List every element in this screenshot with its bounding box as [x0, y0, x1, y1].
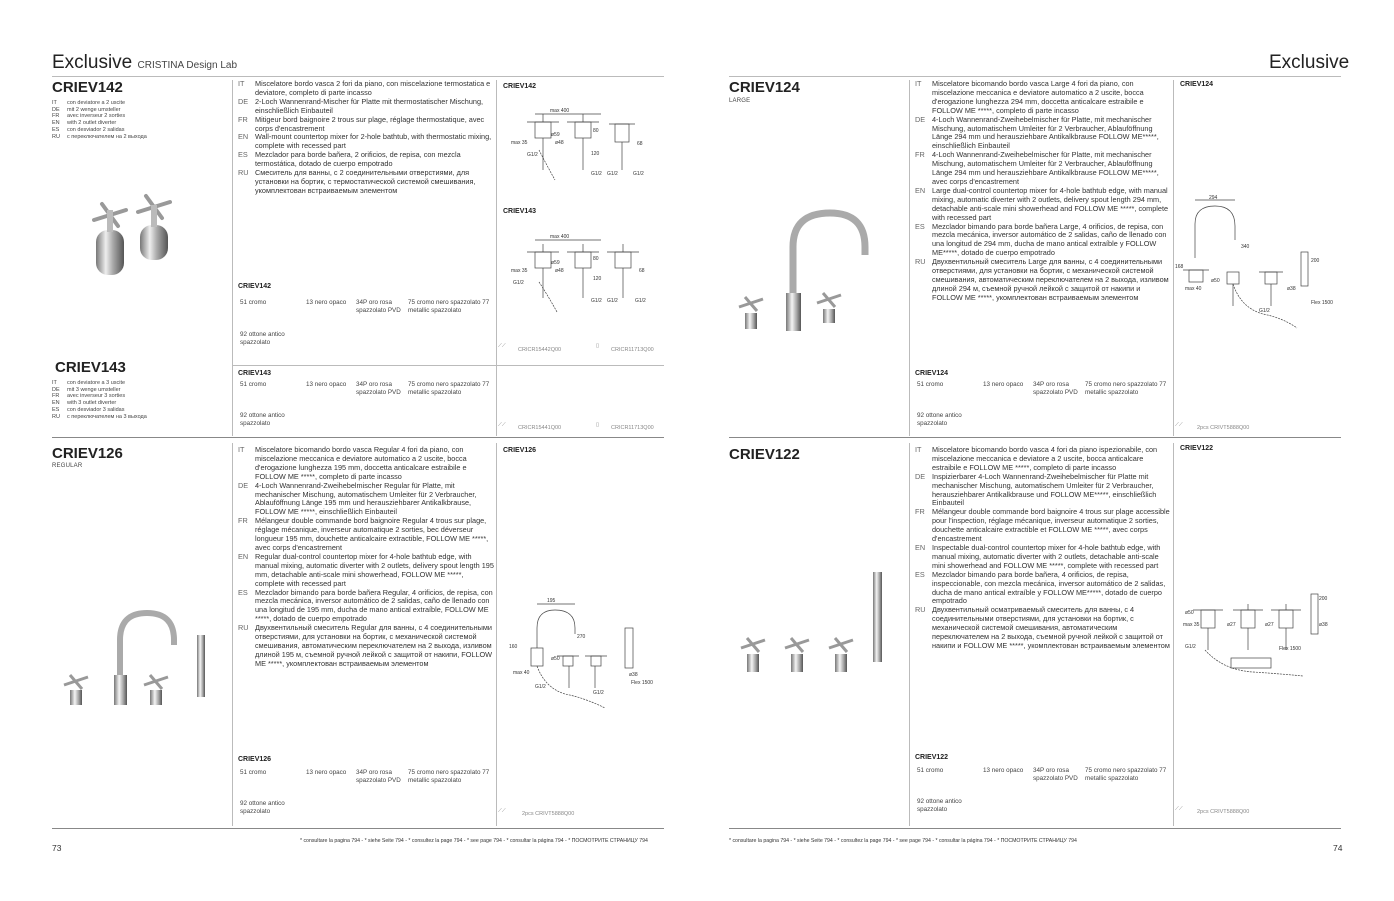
dimension-label: G1/2 — [535, 684, 546, 690]
dimension-label: 80 — [593, 256, 599, 262]
footer-rule — [729, 828, 1341, 829]
technical-drawing-criev122 — [1183, 590, 1333, 710]
finishes-title-criev142: CRIEV142 — [238, 283, 272, 290]
finish-option: 51 cromo — [240, 769, 267, 776]
description-criev124 — [915, 80, 1171, 303]
finish-option: 13 nero opaco — [306, 381, 347, 388]
column-divider — [496, 80, 497, 436]
finish-option: 75 cromo nero spazzolato 77 metallic spazzolato — [408, 299, 490, 314]
column-divider — [909, 80, 910, 436]
description-paragraph: ES Mezclador bimando para borde bañera Large, 4 orificios, de repisa, con mezcla mecánica, inversor automático de 2 salidas, caño de llenado con una longitud de 294 mm, ducha de mano antical extraíble y FOLLOW ME*****, dotado de cuerpo empotrado — [915, 221, 1167, 258]
footer-note: * consultare la pagina 794 - * siehe Seite 794 - * consultez la page 794 - * see page 794 - * consultar la página 794 - * ПОСМОТРИТЕ СТРАНИЦУ 794 — [729, 838, 1077, 844]
footer-rule — [52, 828, 664, 829]
dimension-label: G1/2 — [527, 152, 538, 158]
technical-drawing-criev126 — [505, 598, 655, 718]
finish-option: 34P oro rosa spazzolato PVD — [1033, 381, 1078, 396]
page-title — [52, 52, 237, 74]
description-criev122 — [915, 446, 1171, 651]
dimension-label: ø38 — [1319, 622, 1328, 628]
description-paragraph: DE 4-Loch Wannenrand-Zweihebelmischer für Platte, mit mechanischer Mischung, automatischem Umleiter für 2 Verbraucher, Ablauföffnung Länge 294 mm und herausziehbare Antikalkbrause FOLLOW ME*****, einschließlich Einbauteil — [915, 114, 1159, 151]
description-paragraph: FR 4-Loch Wannenrand-Zweihebelmischer für Platte, mit mechanischer Mischung, automatischem Umleiter für 2 Verbraucher, Ablauföffnung Länge 294 mm und herausziehbare Antikalkbrause FOLLOW ME*****, avec corps d'encastrement — [915, 150, 1159, 186]
dimension-label: 68 — [639, 268, 645, 274]
accessory-code: 2pcs CRIVT5888Q00 — [522, 811, 575, 817]
description-criev142 — [238, 80, 494, 196]
finishes-criev124 — [917, 381, 1171, 431]
dimension-label: 68 — [637, 141, 643, 147]
dimension-label: 200 — [1311, 258, 1320, 264]
page-number: 73 — [52, 843, 62, 853]
dimension-label: 294 — [1209, 195, 1218, 201]
description-paragraph: RU Двухвентильный осматриваемый смеситель для ванны, с 4 соединительными отверстиями, для установки на бортик, с механической системой смешивания, автоматическим переключателем на 2 выхода, съемной ручной лейкой с защитой от накипи и FOLLOW ME *****, укомплектован встраиваемым элементом — [915, 605, 1170, 650]
accessory-code: CRICR15442Q00 — [518, 347, 562, 353]
dimension-label: ø38 — [1287, 286, 1296, 292]
variant-row: EN with 2 outlet diverter — [52, 120, 117, 127]
dimension-label: 270 — [577, 634, 586, 640]
diagram-title-criev124: CRIEV124 — [1180, 81, 1214, 88]
accessory-icon: ▯ — [596, 343, 600, 349]
variant-row: RU с переключателем на 2 выхода — [52, 133, 147, 140]
dimension-label: max 400 — [550, 234, 570, 240]
technical-drawing-criev142 — [505, 100, 655, 190]
description-paragraph: IT Miscelatore bicomando bordo vasca Large 4 fori da piano, con miscelazione meccanica e deviatore automatico a 2 uscite, bocca d'erogazione lunghezza 294 mm, doccetta anticalcare estraibile e FOLLOW ME *****, completo di parte incasso — [915, 79, 1144, 115]
dimension-label: 200 — [1319, 596, 1328, 602]
description-paragraph: IT Miscelatore bicomando bordo vasca Regular 4 fori da piano, con miscelazione meccanica e deviatore automatico a 2 uscite, bocca d'erogazione lunghezza 195 mm, doccetta anticalcare estraibile e FOLLOW ME *****, completo di parte incasso — [238, 445, 467, 481]
finish-option: 75 cromo nero spazzolato 77 metallic spazzolato — [1085, 381, 1167, 396]
description-paragraph: DE 2-Loch Wannenrand-Mischer für Platte mit thermostatischer Mischung, einschließlich Einbauteil — [238, 96, 484, 115]
finishes-title-criev126: CRIEV126 — [238, 756, 272, 763]
product-code-criev126: CRIEV126 — [52, 445, 123, 462]
accessory-icon: ▯ — [596, 422, 600, 428]
finish-option: 92 ottone antico spazzolato — [917, 798, 962, 813]
description-paragraph: FR Mitigeur bord baignoire 2 trous sur plage, réglage thermostatique, avec corps d'encastrement — [238, 114, 485, 133]
description-paragraph: ES Mezclador bimando para borde bañera, 4 orificios, de repisa, inspeccionable, con mezcla mecánica, inversor automático de 2 salidas, ducha de mano antical extraíble y FOLLOW ME*****, dotado de cuerpo empotrado — [915, 569, 1166, 606]
dimension-label: ø50 — [1185, 610, 1194, 616]
dimension-label: 160 — [509, 644, 518, 650]
variant-list-criev143 — [52, 380, 147, 420]
header-rule — [52, 76, 664, 77]
variant-row: IT con deviatore a 3 uscite — [52, 380, 126, 386]
row-divider — [232, 365, 664, 366]
variant-row: DE mit 2 wenge umsteller — [52, 106, 121, 113]
dimension-label: G1/2 — [513, 280, 524, 286]
description-paragraph: EN Inspectable dual-control countertop mixer for 4-hole bathtub edge, with manual mixing, automatic diverter with 2 outlets, detachable anti-scale mini showerhead and FOLLOW ME *****, complete with recessed part — [915, 542, 1161, 570]
dimension-label: ø50 — [551, 656, 560, 662]
description-paragraph: ES Mezclador bimando para borde bañera Regular, 4 orificios, de repisa, con mezcla mecánica, inversor automático de 2 salidas, caño de llenado con una longitud de 195 mm, ducha de mano antical extraíble, FOLLOW ME *****, dotado de cuerpo empotrado — [238, 587, 493, 624]
diagram-title-criev122: CRIEV122 — [1180, 445, 1214, 452]
description-paragraph: RU Двухвентильный смеситель Large для ванны, с 4 соединительными отверстиями, для установки на бортик, с механической системой смешивания, автоматическим переключателем на 2 выхода, изливом длиной 294 м, съемной ручной лейкой с защитой от накипи и FOLLOW ME *****, укомплектован встраиваемым элементом — [915, 257, 1169, 302]
technical-drawing-criev143 — [505, 232, 655, 322]
variant-row: DE mit 3 wenge umsteller — [52, 386, 121, 393]
dimension-label: G1/2 — [593, 690, 604, 696]
product-code-criev124: CRIEV124 — [729, 79, 800, 96]
description-paragraph: RU Двухвентильный смеситель Regular для ванны, с 4 соединительными отверстиями, для установки на бортик, с механической системой смешивания, автоматическим переключателем на 2 выхода, изливом длиной 195 м, съемной ручной лейкой с защитой от накипи, FOLLOW ME *****, укомплектован встраиваемым элементом — [238, 623, 493, 668]
column-divider — [496, 443, 497, 826]
dimension-label: max 40 — [1185, 286, 1202, 292]
diagram-title-criev142: CRIEV142 — [503, 83, 537, 90]
finish-option: 92 ottone antico spazzolato — [240, 331, 285, 346]
diagram-title-criev126: CRIEV126 — [503, 447, 537, 454]
accessory-code: 2pcs CRIVT5888Q00 — [1197, 809, 1250, 815]
diagram-title-criev143: CRIEV143 — [503, 208, 537, 215]
section-divider — [729, 437, 1341, 438]
dimension-label: ø38 — [629, 672, 638, 678]
finishes-title-criev143: CRIEV143 — [238, 370, 272, 377]
section-divider — [52, 437, 664, 438]
dimension-label: G1/2 — [591, 171, 602, 177]
variant-row: IT con deviatore a 2 uscite — [52, 100, 126, 106]
variant-row: ES con desviador 3 salidas — [52, 406, 125, 413]
dimension-label: ø50 — [1211, 278, 1220, 284]
finish-option: 92 ottone antico spazzolato — [917, 412, 962, 427]
dimension-label: G1/2 — [635, 298, 646, 304]
column-divider — [232, 443, 233, 826]
finish-option: 75 cromo nero spazzolato 77 metallic spazzolato — [408, 769, 490, 784]
description-paragraph: EN Large dual-control countertop mixer for 4-hole bathtub edge, with manual mixing, automatic diverter with 2 outlets, delivery spout length 294 mm, detachable anti-scale mini showerhead and FOLLOW ME *****, complete with recessed part — [915, 185, 1169, 222]
dimension-label: 120 — [591, 151, 600, 157]
dimension-label: G1/2 — [1259, 308, 1270, 314]
dimension-label: 168 — [1175, 264, 1184, 270]
accessory-code: CRICR15441Q00 — [518, 425, 562, 431]
footer-note: * consultare la pagina 794 - * siehe Seite 794 - * consultez la page 794 - * see page 794 - * consultar la página 794 - * ПОСМОТРИТЕ СТРАНИЦУ 794 — [300, 838, 648, 844]
description-paragraph: ES Mezclador para borde bañera, 2 orificios, de repisa, con mezcla termostática, dotado de cuerpo empotrado — [238, 150, 461, 169]
product-code-criev122: CRIEV122 — [729, 446, 800, 463]
product-subtitle-criev126: REGULAR — [52, 463, 83, 469]
dimension-label: max 35 — [1183, 622, 1200, 628]
dimension-label: 195 — [547, 598, 556, 604]
description-paragraph: FR Mélangeur double commande bord baignoire Regular 4 trous sur plage, réglage mécanique, inverseur automatique 2 sorties, bec déverseur longueur 195 mm, douchette anticalcaire extractible, FOLLOW ME *****, avec corps d'encastrement — [238, 516, 489, 552]
product-code-criev142: CRIEV142 — [52, 79, 123, 96]
technical-drawing-criev124 — [1175, 195, 1333, 331]
finishes-criev143 — [240, 381, 494, 431]
description-paragraph: IT Miscelatore bicomando bordo vasca 4 fori da piano ispezionabile, con miscelazione meccanica e deviatore a 2 uscite, bocca anticalcare estraibile e FOLLOW ME *****, completo di parte incasso — [915, 445, 1158, 472]
column-divider — [1173, 443, 1174, 826]
description-criev126 — [238, 446, 494, 669]
header-rule — [729, 76, 1341, 77]
dimension-label: max 35 — [511, 140, 528, 146]
finish-option: 51 cromo — [240, 299, 267, 306]
accessory-icon: ⟋⟋ — [498, 422, 506, 428]
right-page — [697, 0, 1394, 901]
finish-option: 13 nero opaco — [306, 299, 347, 306]
dimension-label: G1/2 — [633, 171, 644, 177]
dimension-label: 340 — [1241, 244, 1250, 250]
variant-row: FR avec inverseur 3 sorties — [52, 393, 126, 400]
variant-row: RU с переключателем на 3 выхода — [52, 413, 147, 420]
page-number: 74 — [1333, 843, 1343, 853]
dimension-label: G1/2 — [607, 298, 618, 304]
variant-list-criev142 — [52, 100, 147, 140]
description-paragraph: EN Regular dual-control countertop mixer for 4-hole bathtub edge, with manual mixing, automatic diverter with 2 outlets, delivery spout length 195 mm, detachable anti-scale mini showerhead, FOLLOW ME *****, complete with recessed part — [238, 551, 494, 588]
finishes-criev126 — [240, 769, 494, 819]
finish-option: 13 nero opaco — [983, 767, 1024, 774]
dimension-label: max 400 — [550, 108, 570, 114]
product-photo-criev124 — [735, 205, 905, 340]
column-divider — [232, 80, 233, 436]
dimension-label: Flex 1500 — [631, 680, 653, 686]
dimension-label: 80 — [593, 128, 599, 134]
header-title-text: Exclusive — [52, 52, 133, 73]
product-photo-criev122 — [739, 570, 899, 680]
column-divider — [909, 443, 910, 826]
accessory-code: CRICR11713Q00 — [611, 425, 654, 431]
finish-option: 51 cromo — [917, 767, 944, 774]
dimension-label: Flex 1500 — [1279, 646, 1301, 652]
dimension-label: G1/2 — [591, 298, 602, 304]
finish-option: 75 cromo nero spazzolato 77 metallic spazzolato — [408, 381, 490, 396]
dimension-label: 120 — [593, 276, 602, 282]
finishes-title-criev122: CRIEV122 — [915, 754, 949, 761]
description-paragraph: FR Mélangeur double commande bord baignoire 4 trous sur plage accessible pour l'inspection, réglage mécanique, inverseur automatique 2 sorties, douchette anticalcaire extractible et FOLLOW ME *****, avec corps d'encastrement — [915, 507, 1170, 544]
product-subtitle-criev124: LARGE — [729, 98, 751, 104]
finishes-title-criev124: CRIEV124 — [915, 370, 949, 377]
column-divider — [1173, 80, 1174, 436]
dimension-label: ø59 — [551, 260, 560, 266]
finish-option: 92 ottone antico spazzolato — [240, 800, 285, 815]
dimension-label: ø27 — [1227, 622, 1236, 628]
product-code-criev143: CRIEV143 — [55, 359, 126, 376]
finishes-criev142 — [240, 299, 494, 349]
description-paragraph: DE 4-Loch Wannenrand-Zweihebelmischer Regular für Platte, mit mechanischer Mischung, automatischem Umleiter für 2 Verbraucher, Ablauföffnung Länge 195 mm und herausziehbarer Antikalkbrause, FOLLOW ME *****, einschließlich Einbauteil — [238, 480, 477, 517]
accessory-icon: ⟋⟋ — [498, 343, 506, 349]
finish-option: 34P oro rosa spazzolato PVD — [356, 299, 401, 314]
finish-option: 92 ottone antico spazzolato — [240, 412, 285, 427]
accessory-icon: ⟋⟋ — [1175, 422, 1183, 428]
finish-option: 13 nero opaco — [983, 381, 1024, 388]
finish-option: 13 nero opaco — [306, 769, 347, 776]
description-paragraph: DE Inspizierbarer 4-Loch Wannenrand-Zweihebelmischer für Platte mit mechanischer Mischung, automatischem Umleiter für 2 Verbraucher, herausziehbarer Antikalkbrause und FOLLOW ME*****, einschließlich Einbauteil — [915, 471, 1157, 508]
dimension-label: ø48 — [555, 140, 564, 146]
accessory-code: 2pcs CRIVT5888Q00 — [1197, 425, 1250, 431]
finish-option: 75 cromo nero spazzolato 77 metallic spazzolato — [1085, 767, 1167, 782]
accessory-code: CRICR11713Q00 — [611, 347, 654, 353]
finish-option: 51 cromo — [917, 381, 944, 388]
dimension-label: Flex 1500 — [1311, 300, 1333, 306]
product-photo-criev142 — [88, 190, 188, 280]
dimension-label: max 35 — [511, 268, 528, 274]
dimension-label: ø27 — [1265, 622, 1274, 628]
description-paragraph: RU Смеситель для ванны, с 2 соединительными отверстиями, для установки на бортик, с термостатической системой смешивания, укомплектован встраиваемым элементом — [238, 168, 476, 195]
description-paragraph: EN Wall-mount countertop mixer for 2-hole bathtub, with thermostatic mixing, complete with recessed part — [238, 132, 492, 151]
finish-option: 51 cromo — [240, 381, 267, 388]
variant-row: ES con desviador 2 salidas — [52, 126, 125, 133]
variant-row: FR avec inverseur 2 sorties — [52, 113, 126, 120]
dimension-label: ø59 — [551, 132, 560, 138]
accessory-icon: ⟋⟋ — [498, 808, 506, 814]
dimension-label: G1/2 — [607, 171, 618, 177]
finish-option: 34P oro rosa spazzolato PVD — [1033, 767, 1078, 782]
finish-option: 34P oro rosa spazzolato PVD — [356, 381, 401, 396]
finishes-criev122 — [917, 767, 1171, 817]
finish-option: 34P oro rosa spazzolato PVD — [356, 769, 401, 784]
variant-row: EN with 3 outlet diverter — [52, 400, 117, 407]
dimension-label: ø48 — [555, 268, 564, 274]
product-photo-criev126 — [62, 605, 222, 715]
dimension-label: G1/2 — [1185, 644, 1196, 650]
header-subtitle: CRISTINA Design Lab — [137, 60, 238, 71]
description-paragraph: IT Miscelatore bordo vasca 2 fori da piano, con miscelazione termostatica e deviatore, completo di parte incasso — [238, 79, 491, 97]
accessory-icon: ⟋⟋ — [1175, 806, 1183, 812]
page-title: Exclusive — [1269, 52, 1350, 73]
dimension-label: max 40 — [513, 670, 530, 676]
